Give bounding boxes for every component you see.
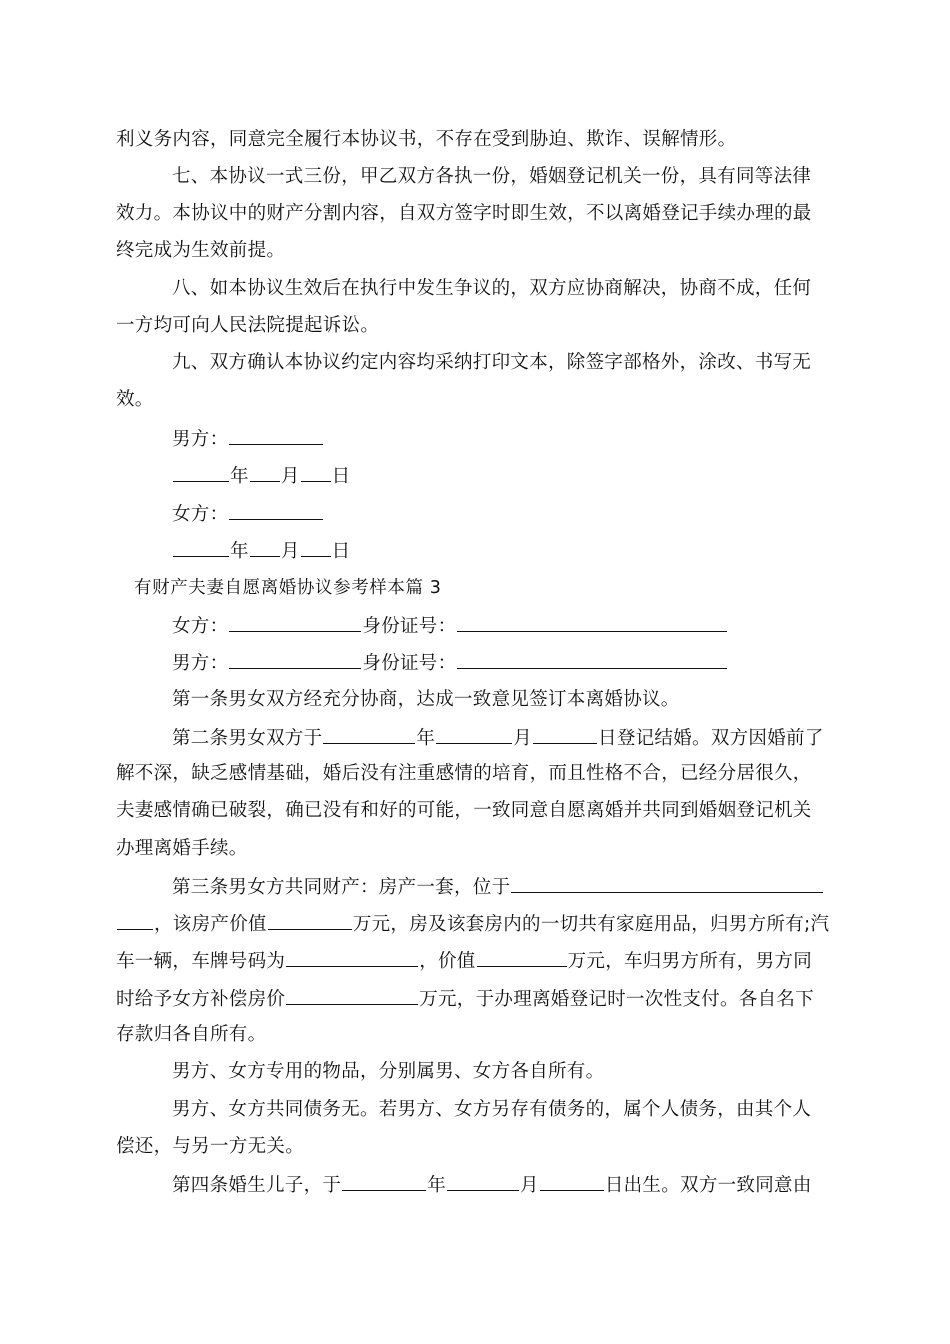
paragraph-line: 一方均可向人民法院提起诉讼。 (116, 315, 380, 336)
label: 身份证号： (362, 653, 457, 674)
paragraph-line: 九、双方确认本协议约定内容均采纳打印文本，除签字部格外，涂改、书写无 (172, 352, 812, 373)
label: 男方： (172, 653, 229, 674)
blank-field (229, 613, 361, 632)
paragraph-line (172, 874, 824, 900)
text: 车一辆，车牌号码为 (116, 951, 286, 972)
blank-field (342, 1172, 426, 1191)
paragraph-line: 终完成为生效前提。 (116, 240, 286, 261)
month-label: 月 (520, 1175, 539, 1196)
text: 万元，于办理离婚登记时一次性支付。各自名下 (419, 989, 815, 1010)
paragraph-line: 存款归各自所有。 (116, 1024, 267, 1045)
paragraph-line: 解不深，缺乏感情基础，婚后没有注重感情的培育，而且性格不合，已经分居很久， (116, 763, 812, 784)
month-label: 月 (280, 541, 300, 562)
text: 万元，车归男方所有，男方同 (567, 951, 813, 972)
paragraph-line (172, 725, 824, 751)
text: 第二条男女双方于 (172, 728, 323, 749)
blank-field (436, 725, 512, 744)
date-line (172, 463, 350, 489)
text: ，该房产价值 (154, 914, 267, 935)
blank-field (533, 725, 597, 744)
blank-field (511, 874, 823, 893)
paragraph-line: 效。 (116, 389, 154, 410)
blank-field (286, 986, 418, 1005)
blank-field (323, 725, 415, 744)
paragraph-line: 男方、女方共同债务无。若男方、女方另存有债务的，属个人债务，由其个人 (172, 1099, 812, 1120)
paragraph-line: 七、本协议一式三份，甲乙双方各执一份，婚姻登记机关一份，具有同等法律 (172, 166, 812, 187)
blank-field (301, 463, 331, 482)
blank-field (229, 426, 323, 445)
paragraph-line: 利义务内容，同意完全履行本协议书，不存在受到胁迫、欺诈、误解情形。 (116, 129, 737, 150)
text: 时给予女方补偿房价 (116, 989, 286, 1010)
blank-field (250, 538, 280, 557)
paragraph-line: 效力。本协议中的财产分割内容，自双方签字时即生效，不以离婚登记手续办理的最 (116, 203, 812, 224)
signature-line-female (172, 501, 324, 527)
text: ，价值 (419, 951, 476, 972)
blank-field (268, 911, 352, 930)
text: 第四条婚生儿子，于 (172, 1175, 342, 1196)
label: 女方： (172, 616, 229, 637)
label: 男方： (172, 429, 229, 450)
paragraph-line: 办理离婚手续。 (116, 838, 248, 859)
blank-field (540, 1172, 604, 1191)
day-label: 日 (331, 541, 351, 562)
year-label: 年 (230, 541, 249, 562)
blank-field (457, 613, 727, 632)
blank-field (250, 463, 280, 482)
blank-field (229, 650, 361, 669)
text: 日出生。双方一致同意由 (604, 1175, 812, 1196)
paragraph-line: 偿还，与另一方无关。 (116, 1136, 305, 1157)
blank-field (477, 948, 567, 967)
paragraph-line (116, 948, 812, 974)
text: 万元，房及该套房内的一切共有家庭用品，归男方所有;汽 (352, 914, 830, 935)
label: 女方： (172, 504, 229, 525)
blank-field (117, 911, 153, 930)
paragraph-line: 夫妻感情确已破裂，确已没有和好的可能，一致同意自愿离婚并共同到婚姻登记机关 (116, 800, 812, 821)
blank-field (286, 948, 418, 967)
blank-field (447, 1172, 519, 1191)
label: 身份证号： (362, 616, 457, 637)
female-id-line (172, 613, 728, 639)
year-label: 年 (416, 728, 436, 749)
paragraph-line: 男方、女方专用的物品，分别属男、女方各自所有。 (172, 1061, 605, 1082)
blank-field (301, 538, 331, 557)
signature-line-male (172, 426, 324, 452)
date-line (172, 538, 350, 564)
year-label: 年 (427, 1175, 447, 1196)
month-label: 月 (513, 728, 533, 749)
paragraph-line (172, 1172, 812, 1198)
text: 日登记结婚。双方因婚前了 (598, 728, 824, 749)
blank-field (229, 501, 323, 520)
paragraph-line: 八、如本协议生效后在执行中发生争议的，双方应协商解决，协商不成，任何 (172, 278, 812, 299)
paragraph-line (116, 911, 829, 937)
male-id-line (172, 650, 728, 676)
section-title: 有财产夫妻自愿离婚协议参考样本篇 3 (134, 578, 442, 598)
day-label: 日 (331, 466, 351, 487)
text: 第三条男女方共同财产：房产一套，位于 (172, 877, 511, 898)
blank-field (173, 463, 229, 482)
paragraph-line: 第一条男女双方经充分协商，达成一致意见签订本离婚协议。 (172, 689, 680, 710)
year-label: 年 (230, 466, 249, 487)
month-label: 月 (280, 466, 300, 487)
paragraph-line (116, 986, 814, 1012)
blank-field (173, 538, 229, 557)
blank-field (457, 650, 727, 669)
